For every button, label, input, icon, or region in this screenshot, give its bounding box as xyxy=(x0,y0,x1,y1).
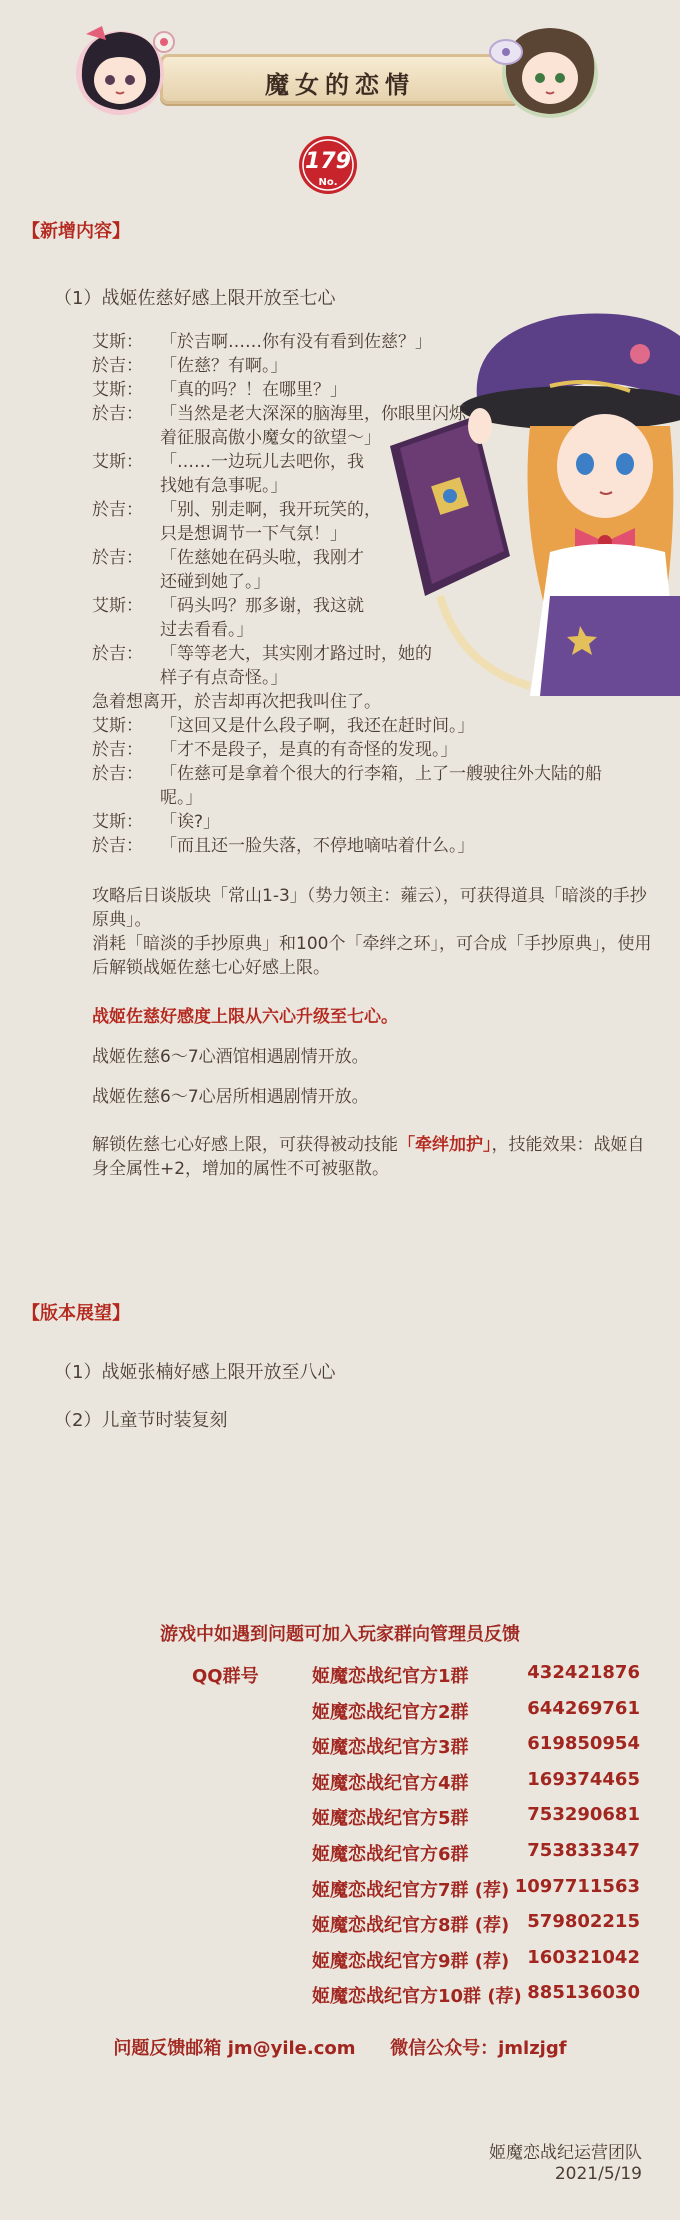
dialogue-line xyxy=(92,618,652,642)
preview-item-1: （1）战姬张楠好感上限开放至八心 xyxy=(54,1362,336,1383)
dialogue-line xyxy=(92,594,652,618)
dialogue-line xyxy=(92,474,652,498)
qq-group-number[interactable]: 160321042 xyxy=(527,1947,640,1968)
dialogue-line xyxy=(92,498,652,522)
qq-group-name: 姬魔恋战纪官方8群 (荐) xyxy=(312,1915,510,1936)
dialogue-line xyxy=(92,690,652,714)
dialogue-text: 「别、别走啊，我开玩笑的， xyxy=(160,500,381,520)
dialogue-speaker: 艾斯： xyxy=(92,596,143,616)
qq-group-number[interactable]: 169374465 xyxy=(527,1769,640,1790)
para-tavern-story: 战姬佐慈6～7心酒馆相遇剧情开放。 xyxy=(92,1047,369,1067)
dialogue-line xyxy=(92,810,652,834)
passive-skill-text-b: ，技能效果：战姬自身全属性+2，增加的属性不可被驱散。 xyxy=(92,1135,645,1179)
dialogue-text: 「於吉啊……你有没有看到佐慈？」 xyxy=(160,332,432,352)
qq-group-number[interactable]: 753833347 xyxy=(527,1840,640,1861)
para-quest-info: 攻略后日谈版块「常山1-3」（势力领主：蕹云），可获得道具「暗淡的手抄原典」。 xyxy=(92,886,647,930)
passive-skill-text-a: 解锁佐慈七心好感上限，可获得被动技能 xyxy=(92,1135,398,1155)
dialogue-line xyxy=(92,714,652,738)
para-passive-skill xyxy=(92,1133,652,1181)
qq-group-name: 姬魔恋战纪官方4群 xyxy=(312,1773,469,1794)
preview-item-2: （2）儿童节时装复刻 xyxy=(54,1410,228,1431)
dialogue-block xyxy=(92,330,652,858)
dialogue-text: 找她有急事呢。」 xyxy=(160,476,288,496)
passive-skill-name: 「牵绊加护」 xyxy=(398,1135,492,1155)
highlight-affection-upgrade: 战姬佐慈好感度上限从六心升级至七心。 xyxy=(92,1007,398,1027)
dialogue-line xyxy=(92,426,652,450)
issue-number-badge xyxy=(297,134,359,196)
new-item-1: （1）战姬佐慈好感上限开放至七心 xyxy=(54,288,336,309)
qq-group-number[interactable]: 753290681 xyxy=(527,1804,640,1825)
dialogue-speaker: 於吉： xyxy=(92,740,143,760)
dialogue-line xyxy=(92,354,652,378)
para-synthesis-info: 消耗「暗淡的手抄原典」和100个「牵绊之环」，可合成「手抄原典」，使用后解锁战姬佐慈七心好感上限。 xyxy=(92,934,652,978)
dialogue-text: 「等等老大，其实刚才路过时，她的 xyxy=(160,644,432,664)
section-heading-new: 【新增内容】 xyxy=(22,221,130,242)
qq-group-number[interactable]: 619850954 xyxy=(527,1733,640,1754)
dialogue-line xyxy=(92,402,652,426)
dialogue-speaker: 艾斯： xyxy=(92,380,143,400)
dialogue-speaker: 艾斯： xyxy=(92,812,143,832)
dialogue-text: 「当然是老大深深的脑海里，你眼里闪烁 xyxy=(160,404,466,424)
chibi-girl-left-icon xyxy=(72,18,182,118)
dialogue-text: 「佐慈？有啊。」 xyxy=(160,356,288,376)
feedback-email[interactable]: 问题反馈邮箱 jm@yile.com xyxy=(113,2038,356,2059)
dialogue-text: 「……一边玩儿去吧你，我 xyxy=(160,452,364,472)
dialogue-text: 呢。」 xyxy=(160,788,203,808)
dialogue-speaker: 艾斯： xyxy=(92,452,143,472)
dialogue-speaker: 於吉： xyxy=(92,500,143,520)
dialogue-speaker: 於吉： xyxy=(92,404,143,424)
contact-footer xyxy=(0,2034,680,2060)
publish-date: 2021/5/19 xyxy=(554,2164,642,2184)
dialogue-line xyxy=(92,522,652,546)
section-heading-preview: 【版本展望】 xyxy=(22,1303,130,1324)
qq-group-number[interactable]: 432421876 xyxy=(527,1662,640,1683)
dialogue-line xyxy=(92,570,652,594)
qq-group-number[interactable]: 644269761 xyxy=(527,1698,640,1719)
qq-group-label: QQ群号 xyxy=(192,1666,259,1687)
dialogue-text: 「才不是段子，是真的有奇怪的发现。」 xyxy=(160,740,458,760)
qq-group-name: 姬魔恋战纪官方7群 (荐) xyxy=(312,1880,510,1901)
issue-number: 179 xyxy=(305,149,351,174)
qq-group-name: 姬魔恋战纪官方2群 xyxy=(312,1702,469,1723)
dialogue-speaker: 於吉： xyxy=(92,548,143,568)
dialogue-text: 样子有点奇怪。」 xyxy=(160,668,288,688)
dialogue-speaker: 於吉： xyxy=(92,764,143,784)
dialogue-line xyxy=(92,666,652,690)
chibi-boy-right-icon xyxy=(480,16,610,120)
dialogue-text: 「佐慈她在码头啦，我刚才 xyxy=(160,548,364,568)
dialogue-text: 还碰到她了。」 xyxy=(160,572,271,592)
qq-group-number[interactable]: 579802215 xyxy=(527,1911,640,1932)
wechat-account: 微信公众号：jmlzjgf xyxy=(390,2038,567,2059)
dialogue-text: 「佐慈可是拿着个很大的行李箱，上了一艘驶往外大陆的船 xyxy=(160,764,602,784)
dialogue-text: 「真的吗？！在哪里？」 xyxy=(160,380,347,400)
dialogue-speaker: 艾斯： xyxy=(92,716,143,736)
qq-group-name: 姬魔恋战纪官方6群 xyxy=(312,1844,469,1865)
dialogue-speaker: 艾斯： xyxy=(92,332,143,352)
team-signature: 姬魔恋战纪运营团队 xyxy=(489,2143,642,2163)
dialogue-line xyxy=(92,378,652,402)
title-banner xyxy=(160,54,520,104)
dialogue-text: 过去看看。」 xyxy=(160,620,254,640)
page-title: 魔女的恋情 xyxy=(265,71,415,99)
dialogue-text: 急着想离开，於吉却再次把我叫住了。 xyxy=(92,692,381,712)
dialogue-line xyxy=(92,642,652,666)
dialogue-line xyxy=(92,738,652,762)
qq-group-number[interactable]: 885136030 xyxy=(527,1982,640,2003)
dialogue-text: 「这回又是什么段子啊，我还在赶时间。」 xyxy=(160,716,475,736)
para-residence-story: 战姬佐慈6～7心居所相遇剧情开放。 xyxy=(92,1087,369,1107)
dialogue-line xyxy=(92,450,652,474)
contact-notice: 游戏中如遇到问题可加入玩家群向管理员反馈 xyxy=(160,1624,520,1645)
qq-group-number[interactable]: 1097711563 xyxy=(514,1876,640,1897)
qq-group-name: 姬魔恋战纪官方3群 xyxy=(312,1737,469,1758)
dialogue-text: 「码头吗？那多谢，我这就 xyxy=(160,596,364,616)
dialogue-speaker: 於吉： xyxy=(92,356,143,376)
dialogue-line xyxy=(92,762,652,786)
dialogue-text: 着征服高傲小魔女的欲望～」 xyxy=(160,428,381,448)
dialogue-line xyxy=(92,546,652,570)
qq-group-name: 姬魔恋战纪官方9群 (荐) xyxy=(312,1951,510,1972)
qq-group-name: 姬魔恋战纪官方5群 xyxy=(312,1808,469,1829)
dialogue-line xyxy=(92,786,652,810)
dialogue-line xyxy=(92,330,652,354)
dialogue-speaker: 於吉： xyxy=(92,644,143,664)
dialogue-speaker: 於吉： xyxy=(92,836,143,856)
dialogue-text: 只是想调节一下气氛！」 xyxy=(160,524,347,544)
issue-suffix: No. xyxy=(318,177,338,188)
dialogue-line xyxy=(92,834,652,858)
qq-group-name: 姬魔恋战纪官方10群 (荐) xyxy=(312,1986,522,2007)
dialogue-text: 「诶?」 xyxy=(160,812,221,832)
qq-group-name: 姬魔恋战纪官方1群 xyxy=(312,1666,469,1687)
dialogue-text: 「而且还一脸失落，不停地嘀咕着什么。」 xyxy=(160,836,475,856)
